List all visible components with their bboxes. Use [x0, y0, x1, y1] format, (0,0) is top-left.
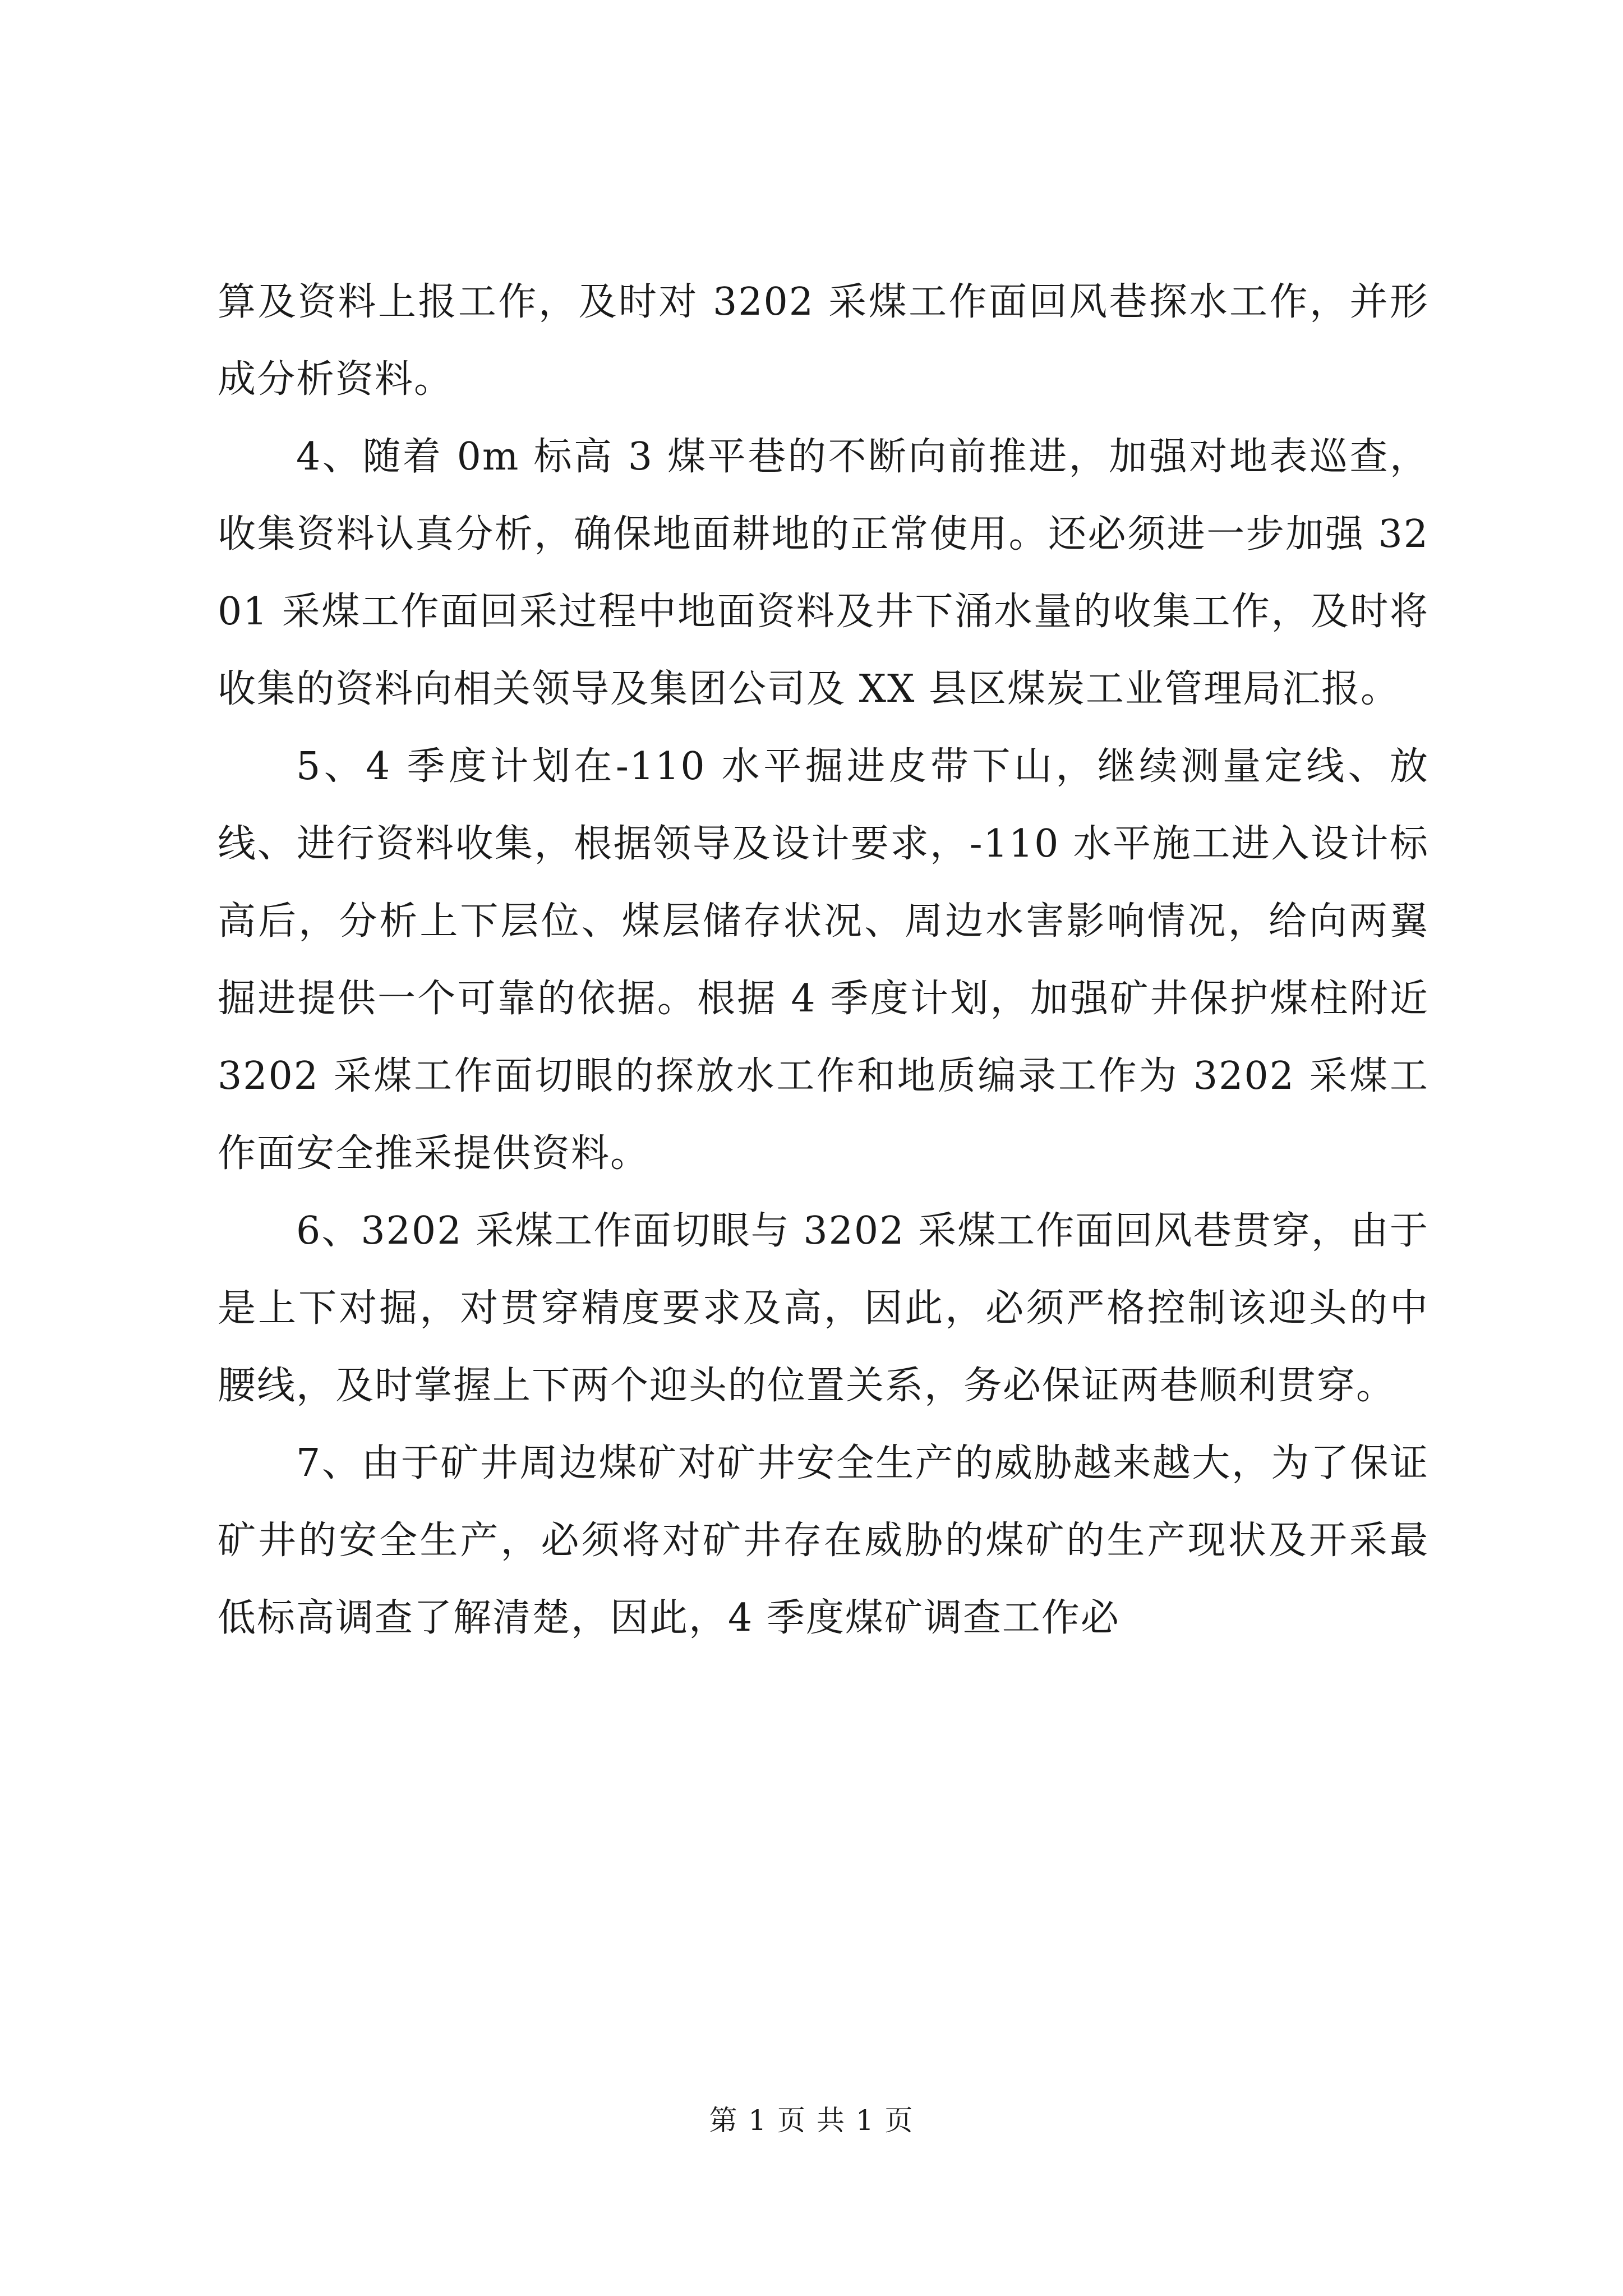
paragraph-item-4: 4、随着 0m 标高 3 煤平巷的不断向前推进，加强对地表巡查，收集资料认真分析，确保地面耕地的正常使用。还必须进一步加强 3201 采煤工作面回采过程中地面资料及井下涌水量的收集工作，及时将收集的资料向相关领导及集团公司及 XX 县区煤炭工业管理局汇报。	[218, 435, 1429, 711]
paragraph-item-6: 6、3202 采煤工作面切眼与 3202 采煤工作面回风巷贯穿，由于是上下对掘，对贯穿精度要求及高，因此，必须严格控制该迎头的中腰线，及时掌握上下两个迎头的位置关系，务必保证两巷顺利贯穿。	[218, 1209, 1429, 1408]
document-body	[218, 264, 1429, 1657]
page-footer: 第 1 页 共 1 页	[709, 2104, 914, 2137]
paragraph-item-7: 7、由于矿井周边煤矿对矿井安全生产的威胁越来越大，为了保证矿井的安全生产，必须将对矿井存在威胁的煤矿的生产现状及开采最低标高调查了解清楚，因此，4 季度煤矿调查工作必	[218, 1441, 1429, 1640]
paragraph-continuation: 算及资料上报工作，及时对 3202 采煤工作面回风巷探水工作，并形成分析资料。	[218, 280, 1429, 402]
paragraph-item-5: 5、4 季度计划在-110 水平掘进皮带下山，继续测量定线、放线、进行资料收集，根据领导及设计要求，-110 水平施工进入设计标高后，分析上下层位、煤层储存状况、周边水害影响情况，给向两翼掘进提供一个可靠的依据。根据 4 季度计划，加强矿井保护煤柱附近 3202 采煤工作面切眼的探放水工作和地质编录工作为 3202 采煤工作面安全推采提供资料。	[218, 744, 1429, 1176]
